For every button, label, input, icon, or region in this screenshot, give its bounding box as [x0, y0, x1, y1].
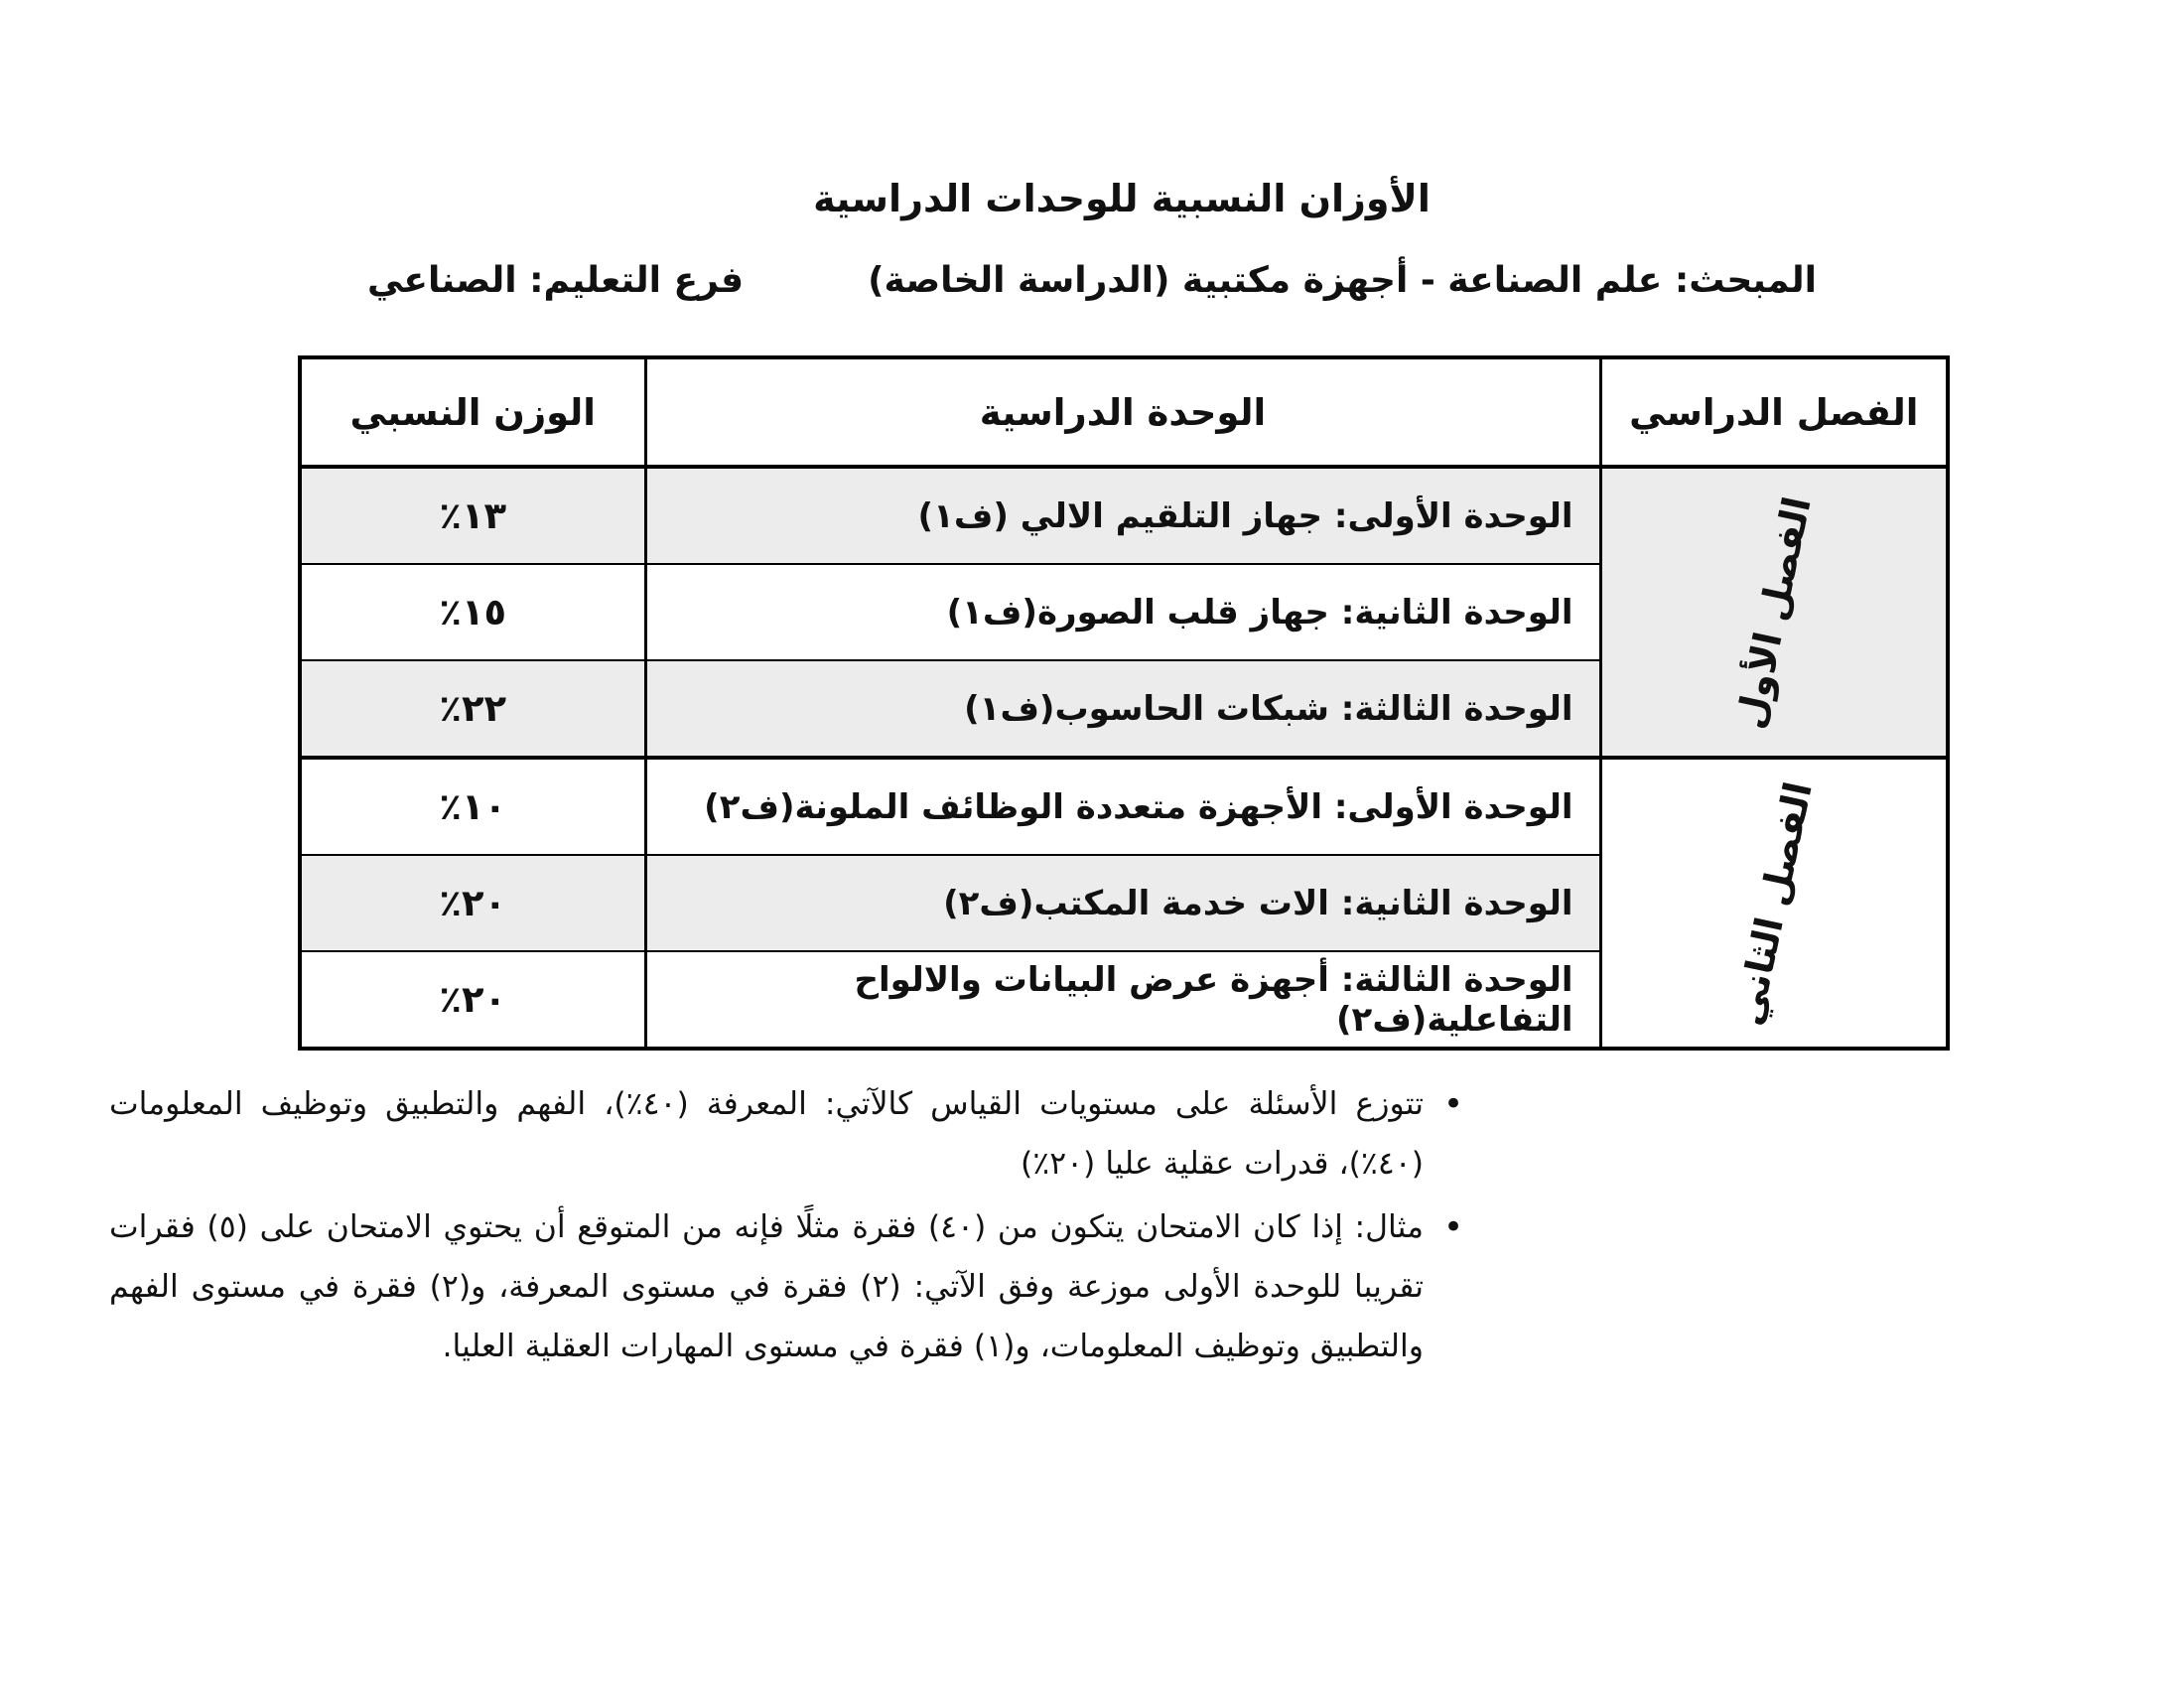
notes-list: [109, 1074, 1467, 1380]
unit-cell: الوحدة الثانية: جهاز قلب الصورة(ف١): [645, 564, 1600, 660]
weight-cell: ٢٢٪: [300, 660, 645, 758]
header-semester: الفصل الدراسي: [1600, 357, 1948, 467]
semester-2-label: الفصل الثاني: [1726, 777, 1822, 1029]
unit-cell: الوحدة الثانية: الات خدمة المكتب(ف٢): [645, 855, 1600, 951]
note-item-distribution: • تتوزع الأسئلة على مستويات القياس كالآتي: المعرفة (٤٠٪)، الفهم والتطبيق وتوظيف المعلومات (٤٠٪)، قدرات عقلية عليا (٢٠٪): [109, 1074, 1467, 1194]
semester-1-label: الفصل الأول: [1727, 492, 1820, 733]
relative-weights-table: [298, 355, 1950, 1051]
weight-cell: ١٥٪: [300, 564, 645, 660]
weight-cell: ٢٠٪: [300, 951, 645, 1049]
education-branch-line: فرع التعليم: الصناعي: [367, 260, 745, 301]
unit-cell: الوحدة الثالثة: شبكات الحاسوب(ف١): [645, 660, 1600, 758]
semester-2-cell: [1600, 758, 1948, 1049]
header-weight: الوزن النسبي: [300, 357, 645, 467]
table-header-row: [300, 357, 1948, 467]
weight-cell: ٢٠٪: [300, 855, 645, 951]
unit-cell: الوحدة الأولى: جهاز التلقيم الالي (ف١): [645, 467, 1600, 564]
semester-1-cell: [1600, 467, 1948, 758]
header-unit: الوحدة الدراسية: [645, 357, 1600, 467]
unit-cell: الوحدة الأولى: الأجهزة متعددة الوظائف الملونة(ف٢): [645, 758, 1600, 855]
weight-cell: ١٠٪: [300, 758, 645, 855]
table-row: [300, 467, 1948, 564]
table-row: [300, 758, 1948, 855]
subheader-row: [298, 260, 1946, 301]
subject-line: المبحث: علم الصناعة - أجهزة مكتبية (الدراسة الخاصة): [868, 260, 1817, 301]
note-item-example: • مثال: إذا كان الامتحان يتكون من (٤٠) فقرة مثلًا فإنه من المتوقع أن يحتوي الامتحان على (٥) فقرات تقريبا للوحدة الأولى موزعة وفق الآتي: (٢) فقرة في مستوى المعرفة، و(٢) فقرة في مستوى الفهم والتطبيق وتوظيف المعلومات، و(١) فقرة في مستوى المهارات العقلية العليا.: [109, 1197, 1467, 1376]
weight-cell: ١٣٪: [300, 467, 645, 564]
unit-cell: الوحدة الثالثة: أجهزة عرض البيانات والالواح التفاعلية(ف٢): [645, 951, 1600, 1049]
page-title: الأوزان النسبية للوحدات الدراسية: [813, 177, 1431, 220]
